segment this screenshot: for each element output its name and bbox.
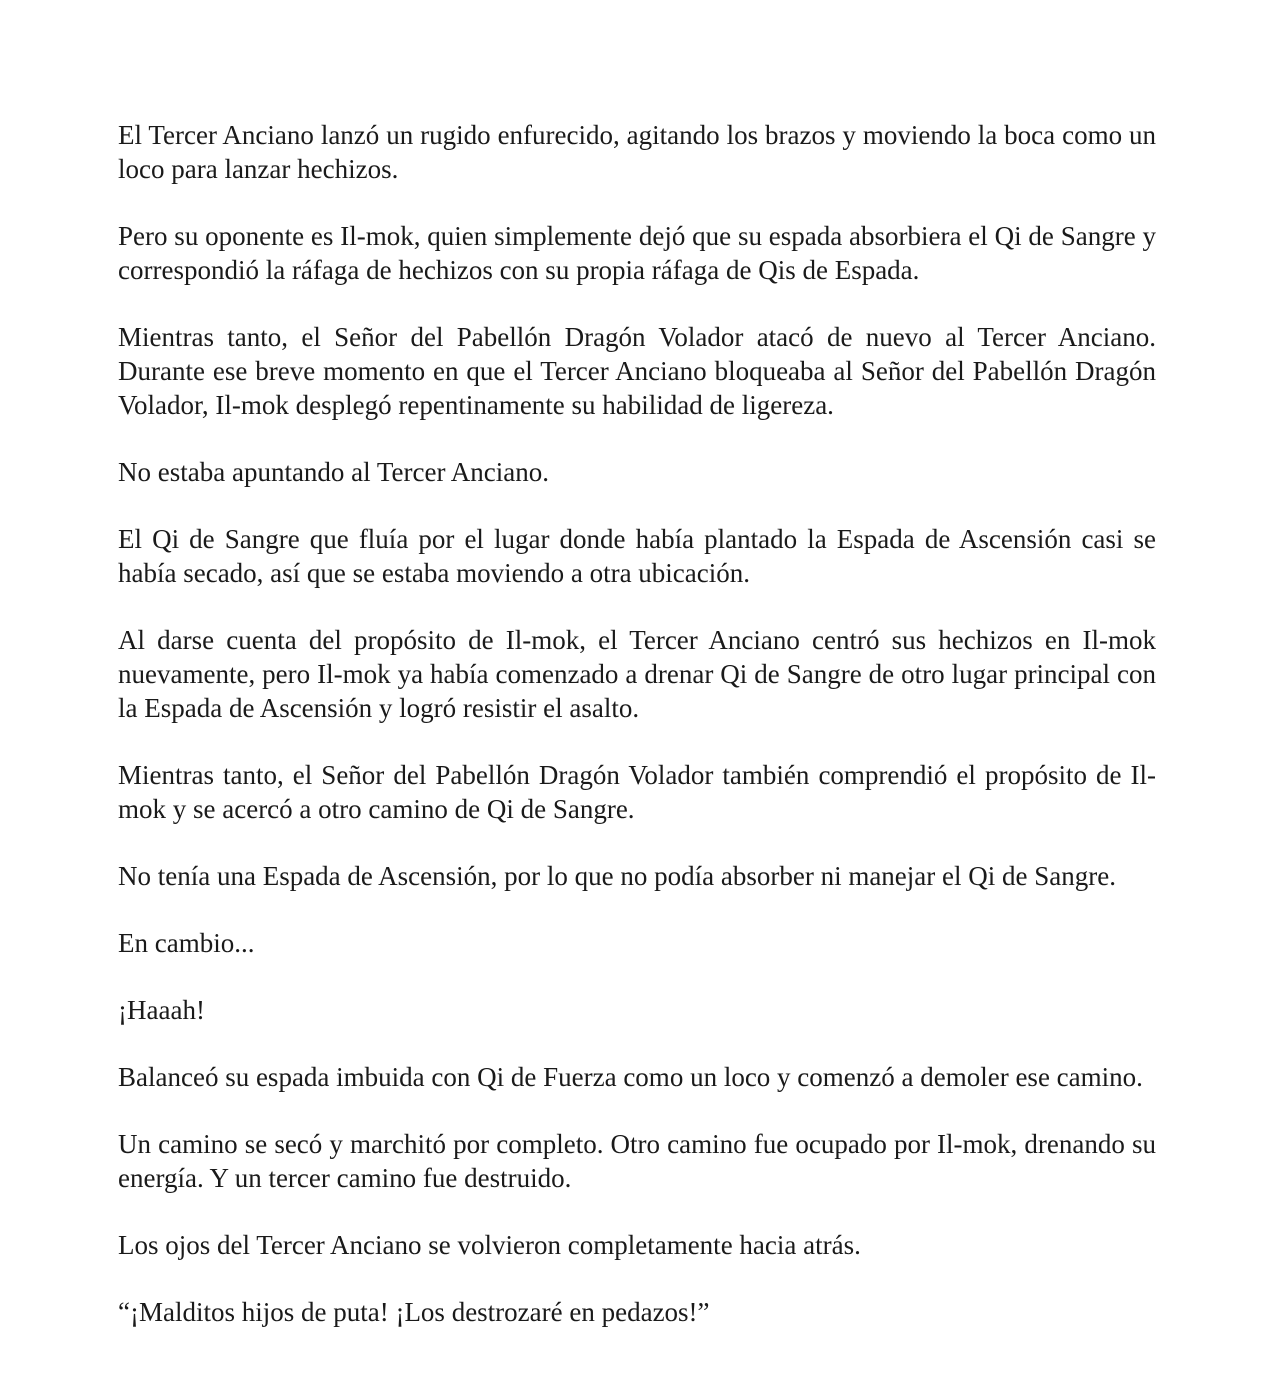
paragraph-11: Balanceó su espada imbuida con Qi de Fuerza como un loco y comenzó a demoler ese camino. xyxy=(118,1062,1143,1092)
paragraph-7: Mientras tanto, el Señor del Pabellón Dragón Volador también comprendió el propósito de Il-mok y se acercó a otro camino de Qi de Sangre. xyxy=(118,760,1156,824)
paragraph-6: Al darse cuenta del propósito de Il-mok, el Tercer Anciano centró sus hechizos en Il-mok nuevamente, pero Il-mok ya había comenzado a drenar Qi de Sangre de otro lugar principal con la Espada de Ascensión y logró resistir el asalto. xyxy=(118,625,1156,723)
paragraph-5: El Qi de Sangre que fluía por el lugar donde había plantado la Espada de Ascensión casi se había secado, así que se estaba moviendo a otra ubicación. xyxy=(118,524,1156,588)
paragraph-9: En cambio... xyxy=(118,928,255,958)
paragraph-3: Mientras tanto, el Señor del Pabellón Dragón Volador atacó de nuevo al Tercer Anciano. Durante ese breve momento en que el Tercer Anciano bloqueaba al Señor del Pabellón Dragón Volador, Il-mok desplegó repentinamente su habilidad de ligereza. xyxy=(118,322,1156,420)
paragraph-8: No tenía una Espada de Ascensión, por lo que no podía absorber ni manejar el Qi de Sangre. xyxy=(118,861,1116,891)
paragraph-1: El Tercer Anciano lanzó un rugido enfurecido, agitando los brazos y moviendo la boca como un loco para lanzar hechizos. xyxy=(118,120,1156,184)
paragraph-2: Pero su oponente es Il-mok, quien simplemente dejó que su espada absorbiera el Qi de Sangre y correspondió la ráfaga de hechizos con su propia ráfaga de Qis de Espada. xyxy=(118,221,1156,285)
paragraph-10: ¡Haaah! xyxy=(118,995,205,1025)
paragraph-12: Un camino se secó y marchitó por completo. Otro camino fue ocupado por Il-mok, drenando su energía. Y un tercer camino fue destruido. xyxy=(118,1129,1156,1193)
paragraph-14: “¡Malditos hijos de puta! ¡Los destrozaré en pedazos!” xyxy=(118,1297,710,1327)
paragraph-4: No estaba apuntando al Tercer Anciano. xyxy=(118,457,549,487)
paragraph-13: Los ojos del Tercer Anciano se volvieron completamente hacia atrás. xyxy=(118,1230,861,1260)
document-page xyxy=(118,118,1156,1362)
